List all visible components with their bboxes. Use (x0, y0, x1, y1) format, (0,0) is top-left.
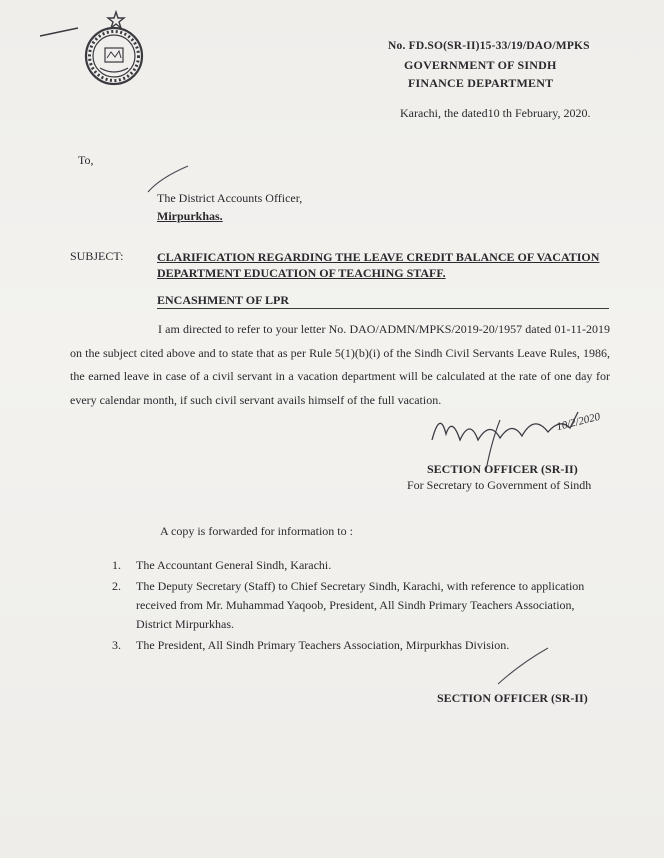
recipient-line1: The District Accounts Officer, (157, 191, 303, 205)
list-item-number: 2. (112, 579, 121, 593)
subject-encashment: ENCASHMENT OF LPR (157, 293, 290, 307)
list-item-number: 1. (112, 558, 121, 572)
subject-rule (157, 308, 609, 309)
recipient-line2: Mirpurkhas. (157, 209, 223, 223)
date-line: Karachi, the dated10 th February, 2020. (400, 106, 591, 120)
list-item-text: The President, All Sindh Primary Teachers Association, Mirpurkhas Division. (136, 638, 510, 652)
handwritten-date: 10/2/2020 (555, 410, 602, 434)
body-paragraph-text: I am directed to refer to your letter No. DAO/ADMN/MPKS/2019-20/1957 dated 01-11-2019 on the subject cited above and to state that as per Rule 5(1)(b)(i) of the Sindh Civil Servants Leave Rules, 1986, the earned leave in case of a civil servant in a vacation department will be calculated at the rate of one day for every calendar month, if such civil servant avails himself of the full vacation. (70, 322, 610, 407)
copy-intro: A copy is forwarded for information to : (160, 524, 353, 538)
signatory-title: SECTION OFFICER (SR-II) (427, 462, 578, 476)
list-item-text: The Deputy Secretary (Staff) to Chief Secretary Sindh, Karachi, with reference to application received from Mr. Muhammad Yaqoob, President, All Sindh Primary Teachers Association, District Mirpurkhas. (136, 579, 585, 631)
reference-number: No. FD.SO(SR-II)15-33/19/DAO/MPKS (388, 40, 590, 52)
subject-text: CLARIFICATION REGARDING THE LEAVE CREDIT BALANCE OF VACATION DEPARTMENT EDUCATION OF TEACHING STAFF. (157, 250, 600, 280)
signatory-subtitle: For Secretary to Government of Sindh (407, 478, 592, 492)
department-heading: FINANCE DEPARTMENT (408, 76, 554, 90)
list-item (112, 556, 612, 575)
to-label: To, (78, 153, 94, 167)
body-paragraph (70, 318, 610, 412)
list-item-number: 3. (112, 638, 121, 652)
list-item (112, 636, 612, 655)
government-heading: GOVERNMENT OF SINDH (404, 58, 557, 72)
list-item (112, 577, 612, 634)
subject-label: SUBJECT: (70, 249, 124, 263)
list-item-text: The Accountant General Sindh, Karachi. (136, 558, 332, 572)
final-signatory-title: SECTION OFFICER (SR-II) (437, 691, 588, 705)
copy-list (112, 556, 612, 657)
